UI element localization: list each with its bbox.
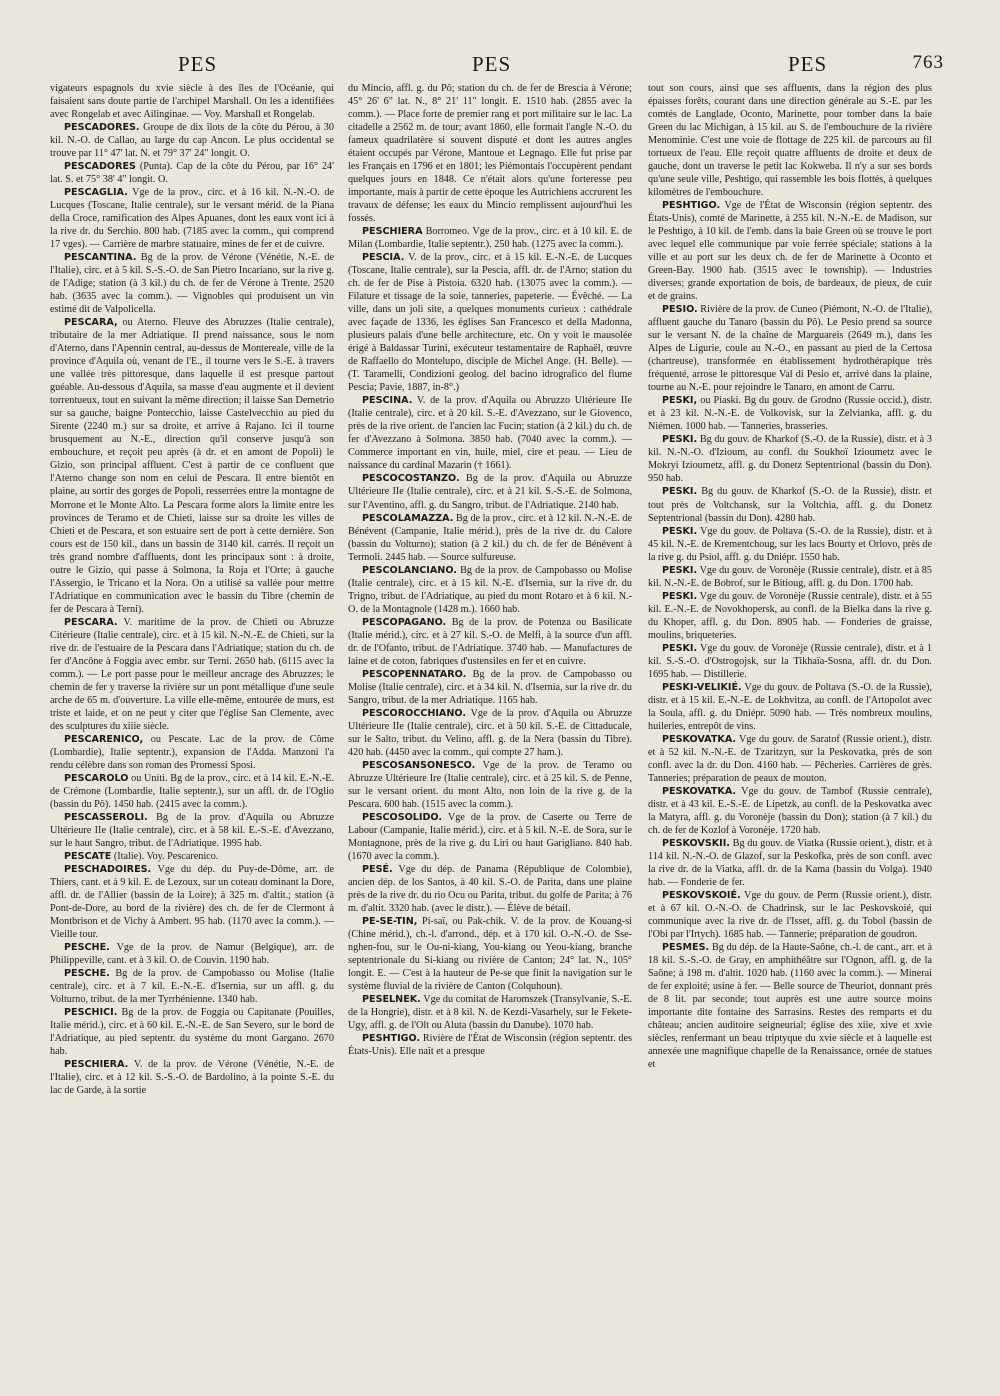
entry-text: du Mincio, affl. g. du Pô; station du ch. de fer de Brescia à Vérone; 45° 26' 6" lat. N., 8° 21' 11" longit. E. 1510 hab. (2855 avec la comm.). — Place forte de premier rang et port militaire sur le lac. La citadelle a 2562 m. de tour; avant 1860, elle formait l'angle N.-O. du fameux quadrilatère si souvent disputé et dont les autres angles étaient occupés par Vérone, Mantoue et Legnago. Elle fut prise par les Français en 1796 et en 1801; les Piémontais l'occupèrent pendant quelques jours en 1848. Ce n'était alors qu'une forteresse peu importante, mais à partir de cette époque les Autrichiens accrurent les travaux de défense; les eaux du Mincio remplissent aujourd'hui les fossés. bbox=[348, 83, 632, 225]
entry-text: vigateurs espagnols du xvie siècle à des îles de l'Océanie, qui faisaient sans doute partie de l'archipel Marshall. On les a identifiées avec Rongelab et avec Ailinginae. — Voy. Marshall et Rongelab. bbox=[50, 83, 334, 121]
dictionary-entry bbox=[348, 82, 632, 225]
entry-headword: PESCHADOIRES. bbox=[64, 863, 152, 875]
entry-text: Vge de la prov., circ. et à 16 kil. N.-N.-O. de Lucques (Toscane, Italie centrale), sur le versant mérid. de la Piana della Croce, ramification des Alpes Apuanes, dont les eaux vont ici à la rive dr. du Serchio. 800 hab. (7185 avec la comm., qui comprend 17 vges). — Carrière de marbre statuaire, mines de fer et de cuivre. bbox=[50, 187, 334, 251]
dictionary-entry bbox=[50, 863, 334, 941]
entry-headword: PESÉ. bbox=[362, 863, 393, 875]
dictionary-entry bbox=[648, 837, 932, 889]
dictionary-entry bbox=[648, 485, 932, 524]
entry-text: Vge du comitat de Haromszek (Transylvanie, S.-E. de la Hongrie), distr. et à 8 kil. N. de Kezdi-Vasarhely, sur le Fekete-Ugy, affl. g. de l'Olt ou Aluta (bassin du Danube). 1070 hab. bbox=[348, 994, 632, 1032]
entry-text: tout son cours, ainsi que ses affluents, dans la région des plus épaisses forêts, courant dans une direction générale au S.-E. par les comtés de Langlade, Oconto, Marinette, pour tomber dans la baie Green du lac Michigan, à 15 kil. au S. de l'embouchure de la rivière Menominie. C'est une voie de flottage de 225 kil. de parcours au fil tortueux de l'eau. Elle reçoit quatre affluents de droite et deux de gauche, dont un traverse le petit lac Kokweba. Il n'y a sur ses bords qu'une seule ville, Peshtigo, qui rassemble les bois flottés, à quelques kilomètres de l'embouchure. bbox=[648, 83, 932, 199]
entry-text: (Punta). Cap de la côte du Pérou, par 16° 24' lat. S. et 75° 38' 4" longit. O. bbox=[50, 161, 334, 186]
entry-headword: PESCARA, bbox=[64, 317, 118, 329]
dictionary-entry bbox=[50, 251, 334, 316]
entry-text: Bg de la prov. d'Aquila ou Abruzze Ultérieure IIe (Italie centrale), circ. et à 21 kil. S.-S.-E. de Solmona, sur l'Aventino, affl. g. du Sangro, tribut. de l'Adriatique. 2140 hab. bbox=[348, 473, 632, 511]
dictionary-entry bbox=[648, 394, 932, 433]
dictionary-entry bbox=[348, 707, 632, 759]
entry-headword: PESKOVATKA. bbox=[662, 733, 737, 745]
dictionary-entry bbox=[348, 993, 632, 1032]
entry-text: V. de la prov. d'Aquila ou Abruzzo Ultérieure IIe (Italie centrale), circ. et à 20 kil. S.-E. d'Avezzano, sur le Giovenco, près de la rive orient. de l'ancien lac Fucin; station (à 2 kil.) du ch. de fer d'Avezzano à Solmona. 3850 hab. (7040 avec la comm.). — Commerce important en vin, huile, miel, cire et peau. — Lieu de naissance du cardinal Mazarin († 1661). bbox=[348, 395, 632, 472]
entry-text: ou Piaski. Bg du gouv. de Grodno (Russie occid.), distr. et à 23 kil. N.-N.-E. de Volkovisk, sur la Zelvianka, affl. g. du Niémen. 1000 hab. — Tanneries, brasseries. bbox=[648, 395, 932, 433]
dictionary-entry bbox=[648, 889, 932, 941]
entry-text: Bg du gouv. de Kharkof (S.-O. de la Russie), distr. et tout près de Voltchansk, sur la Voltchia, affl. g. du Donetz Septentrional (bassin du Don). 4280 hab. bbox=[648, 486, 932, 524]
dictionary-entry bbox=[648, 82, 932, 199]
entry-headword: PESCATE bbox=[64, 850, 112, 862]
entry-text: Vge du gouv. de Poltava (S.-O. de la Russie), distr. et à 45 kil. N.-E. de Krementchoug, sur les lacs Bourty et Orlovo, près de la rive g. du Psiol, affl. g. du Dniépr. 1550 hab. bbox=[648, 525, 932, 563]
entry-text: Bg de la prov., circ. et à 12 kil. N.-N.-E. de Bénévent (Campanie, Italie mérid.), près de la rive dr. du Calore (bassin du Volturno); station (à 2 kil.) du ch. de fer de Bénévent à Termoli. 2445 hab. — Source sulfureuse. bbox=[348, 512, 632, 563]
dictionary-entry bbox=[348, 759, 632, 811]
dictionary-entry bbox=[648, 941, 932, 1071]
entry-text: Vge du gouv. de Perm (Russie orient.), distr. et à 67 kil. O.-N.-O. de Chadrinsk, sur le lac Peskovskoié, qui communique avec la rive dr. de l'Isset, affl. g. du Tobol (bassin de l'Obi par l'Irtych). 1685 hab. — Tannerie; préparation de goudron. bbox=[648, 889, 932, 941]
entry-headword: PESKI-VELIKIÉ. bbox=[662, 681, 742, 693]
dictionary-entry bbox=[348, 811, 632, 863]
entry-text: Vge du gouv. de Tambof (Russie centrale), distr. et à 43 kil. E.-S.-E. de Lipetzk, au confl. de la Peskovatka avec la Matyra, affl. g. du Voronèje (bassin du Don); station (à 7 kil.) du ch. de fer de Kozlof à Voronèje. 1720 hab. bbox=[648, 785, 932, 836]
entry-text: Bg de la prov. de Campobasso ou Molise (Italie centrale), circ. et à 15 kil. N.-E. d'Isernia, sur la rive dr. du Trigno, tribut. de l'Adriatique, au pied du mont Rotaro et à 6 kil. N.-O. de la Montagnole (1428 m.). 1660 hab. bbox=[348, 564, 632, 615]
dictionary-entry bbox=[50, 316, 334, 615]
entry-text: Vge du gouv. de Voronèje (Russie centrale), distr. et à 55 kil. E.-N.-E. de Novokhopersk, au confl. de la Bielka dans la rive g. du Khoper, affl. g. du Don. 8905 hab. — Fonderies de graisse, moulins, briqueteries. bbox=[648, 590, 932, 641]
entry-headword: PESCHICI. bbox=[64, 1007, 118, 1019]
entry-text: Vge du dép. de Panama (République de Colombie), ancien dép. de los Santos, à 40 kil. S.-O. de Parita, dans une plaine près de la rive dr. du rio Ocu ou Parita, tribut. du golfe de Parita; à 76 m. d'altit. 3320 hab. (avec le distr.). — Élève de bétail. bbox=[348, 863, 632, 914]
text-columns bbox=[50, 82, 946, 1378]
entry-headword: PESKI, bbox=[662, 395, 698, 407]
entry-headword: PESKOVATKA. bbox=[662, 785, 737, 797]
entry-headword: PESCADORES bbox=[64, 161, 136, 173]
entry-headword: PESCOLAMAZZA. bbox=[362, 512, 454, 524]
entry-headword: PESELNEK. bbox=[362, 994, 421, 1006]
dictionary-entry bbox=[348, 863, 632, 915]
entry-headword: PESCOLANCIANO. bbox=[362, 564, 457, 576]
dictionary-entry bbox=[348, 1032, 632, 1058]
entry-headword: PESCHE. bbox=[64, 968, 110, 980]
dictionary-entry bbox=[50, 121, 334, 160]
entry-text: Vge de la prov. de Namur (Belgique), arr. de Philippeville, cant. et à 3 kil. O. de Couvin. 1190 hab. bbox=[50, 942, 334, 967]
entry-text: ou Uniti. Bg de la prov., circ. et à 14 kil. E.-N.-E. de Crémone (Lombardie, Italie septentr.), sur un affl. dr. de l'Oglio (bassin du Pô). 1450 hab. (2415 avec la comm.). bbox=[50, 772, 334, 810]
entry-headword: PE-SE-TIN, bbox=[362, 916, 418, 927]
entry-text: Vge du dép. du Puy-de-Dôme, arr. de Thiers, cant. et à 9 kil. E. de Lezoux, sur un coteau dominant la Dore, affl. dr. de l'Allier (bassin de la Loire); à 325 m. d'altit.; station (à Pont-de-Dore, au bord de la rivière) des ch. de fer de Clermont à Montbrison et de Vichy à Ambert. 95 hab. (1170 avec la comm.). — Vieille tour. bbox=[50, 863, 334, 941]
entry-headword: PESCANTINA. bbox=[64, 252, 137, 264]
dictionary-entry bbox=[648, 590, 932, 642]
entry-headword: PESCOSOLIDO. bbox=[362, 811, 442, 823]
entry-text: Vge de la prov. de Caserte ou Terre de Labour (Campanie, Italie mérid.), circ. et à 5 kil. N.-E. de Sora, sur le Montagnone, près de la rive g. du Liri ou haut Garigliano. 840 hab. (1670 avec la comm.). bbox=[348, 811, 632, 862]
entry-headword: PESCAROLO bbox=[64, 772, 129, 784]
entry-headword: PESKI. bbox=[662, 642, 698, 654]
entry-headword: PESCIA. bbox=[362, 252, 405, 264]
dictionary-entry bbox=[648, 199, 932, 303]
dictionary-entry bbox=[50, 1058, 334, 1097]
column-2 bbox=[348, 82, 632, 1378]
dictionary-entry bbox=[648, 785, 932, 837]
dictionary-entry bbox=[348, 512, 632, 564]
entry-text: Bg du dép. de la Haute-Saône, ch.-l. de cant., arr. et à 18 kil. S.-S.-O. de Gray, en amphithéâtre sur l'Ognon, affl. g. de la Saône; à 198 m. d'altit. 1020 hab. (1160 avec la comm.). — Minerai de fer exploité; usine à fer. — Belle source de Theuriot, donnant près de 8 lit. par seconde; tout auprès est une autre source moins importante dite fontaine des Sarrasins. Restes des remparts et du château; ancien auditoire seigneurial; église des xiie, xive et xvie siècles, renfermant un beau triptyque du xvie siècle et à laquelle est annexée une magnifique chapelle de la Renaissance, ornée de statues et bbox=[648, 942, 932, 1071]
entry-headword: PESKI. bbox=[662, 525, 698, 537]
dictionary-entry bbox=[50, 941, 334, 967]
entry-headword: PESCASSEROLI. bbox=[64, 811, 148, 823]
entry-text: Vge du gouv. de Saratof (Russie orient.), distr. et à 52 kil. N.-N.-E. de Tzaritzyn, sur la Peskovatka, près de son confl. avec la dr. du Don. 4160 hab. — Pêcheries. Carrières de grès. Tanneries; préparation de peaux de mouton. bbox=[648, 733, 932, 784]
dictionary-entry bbox=[348, 394, 632, 472]
dictionary-entry bbox=[648, 642, 932, 681]
entry-headword: PESCOROCCHIANO. bbox=[362, 707, 466, 719]
entry-text: Bg du gouv. de Kharkof (S.-O. de la Russie), distr. et à 3 kil. N.-N.-O. d'Izioum, au confl. du Soukhoï Izioumetz avec le Mokryi Izioumetz, affl. g. du Donetz Septentrional (bassin du Don). 950 hab. bbox=[648, 434, 932, 485]
entry-headword: PESCOSANSONESCO. bbox=[362, 759, 476, 771]
entry-headword: PESHTIGO. bbox=[362, 1033, 421, 1045]
column-3 bbox=[648, 82, 932, 1378]
entry-headword: PESKI. bbox=[662, 486, 698, 498]
entry-headword: PESCADORES. bbox=[64, 122, 140, 134]
entry-text: Rivière de la prov. de Cuneo (Piémont, N.-O. de l'Italie), affluent gauche du Tanaro (bassin du Pô). Le Pesio prend sa source sur le versant N. de la chaîne de Marguareis (2649 m.), dans les Alpes de Ligurie, coule au N.-O., en passant au pied de la Certosa (chartreuse), transformée en établissement hydrothérapique très fréquenté, arrose le pittoresque Val di Pesio et, arrivé dans la plaine, tourne au N.-E. pour rejoindre le Tanaro, en amont de Carru. bbox=[648, 304, 932, 394]
entry-text: V. de la prov. de Vérone (Vénétie, N.-E. de l'Italie), circ. et à 12 kil. S.-S.-O. de Bardolino, à la pointe S.-E. du lac de Garde, à la sortie bbox=[50, 1059, 334, 1097]
entry-headword: PESCAGLIA. bbox=[64, 187, 128, 199]
dictionary-entry bbox=[348, 564, 632, 616]
entry-headword: PESKI. bbox=[662, 434, 698, 446]
dictionary-entry bbox=[648, 433, 932, 485]
entry-text: Vge de l'État de Wisconsin (région septentr. des États-Unis), comté de Marinette, à 255 kil. N.-N.-E. de Madison, sur le Peshtigo, à 10 kil. de l'emb. dans la baie Green où se trouve le port avec lequel elle communique par voie ferrée spéciale; stations à la ville et au port sur les deux ch. de fer de Marinette à Oconto et Green-Bay. 1900 hab. (3515 avec le township). — Industries diverses; grande exportation de bois, de bardeaux, de pieux, de cuir et de grains. bbox=[648, 200, 932, 303]
dictionary-entry bbox=[348, 472, 632, 511]
dictionary-entry bbox=[50, 811, 334, 850]
entry-text: Bg de la prov. de Campobasso ou Molise (Italie centrale), circ. et à 7 kil. E.-N.-E. d'Isernia, sur un affl. g. du Volturno, tribut. de la mer Tyrrhénienne. 1340 hab. bbox=[50, 968, 334, 1006]
page-number: 763 bbox=[912, 52, 944, 73]
entry-headword: PESCHIERA. bbox=[64, 1059, 129, 1071]
dictionary-entry bbox=[348, 251, 632, 394]
entry-text: Borromeo. Vge de la prov., circ. et à 10 kil. E. de Milan (Lombardie, Italie septentr.). 250 hab. (1275 avec la comm.). bbox=[348, 226, 632, 251]
dictionary-entry bbox=[50, 1006, 334, 1058]
entry-text: Vge de la prov. d'Aquila ou Abruzze Ultérieure IIe (Italie centrale), circ. et à 50 kil. S.-E. de Cittaducale, sur le Salto, tribut. du Velino, affl. g. de la Nera (bassin du Tibre). 420 hab. (4450 avec la comm., qui compte 27 ham.). bbox=[348, 707, 632, 758]
entry-headword: PESCARA. bbox=[64, 616, 118, 628]
dictionary-entry bbox=[348, 616, 632, 668]
dictionary-entry bbox=[648, 525, 932, 564]
entry-text: Pi-saï, ou Pak-chik. V. de la prov. de Kouang-si (Chine mérid.), ch.-l. d'arrond., dép. et à 170 kil. O.-N.-O. de Sse-nghen-fou, sur le Ou-ni-kiang, You-kiang ou Yeou-kiang, branche septentrionale du Si-kiang ou rivière de Canton; 24° lat. N., 105° longit. E. — C'est à la hauteur de Pe-se que finit la navigation sur le système fluvial de la rivière de Canton (Colquhoun). bbox=[348, 916, 632, 993]
entry-headword: PESKOVSKOIÉ. bbox=[662, 889, 741, 901]
dictionary-entry bbox=[50, 186, 334, 251]
entry-text: Bg de la prov. de Campobasso ou Molise (Italie centrale), circ. et à 34 kil. N. d'Isernia, sur la rive dr. du Sangro, tribut. de la mer Adriatique. 1165 hab. bbox=[348, 668, 632, 706]
entry-text: Bg de la prov. de Vérone (Vénétie, N.-E. de l'Italie), circ. et à 5 kil. S.-S.-O. de San Pietro Incariano, sur la rive g. de l'Adige; station (à 3 kil.) du ch. de fer de Vérone à Trente. 2520 hab. (3635 avec la comm.). — Vignobles qui produisent un vin estimé dit de Valpolicella. bbox=[50, 252, 334, 316]
column-1 bbox=[50, 82, 334, 1378]
entry-text: Vge du gouv. de Voronèje (Russie centrale), distr. et à 1 kil. S.-S.-O. d'Ostrogojsk, sur la Tikhaïa-Sosna, affl. dr. du Don. 1695 hab. — Distillerie. bbox=[648, 642, 932, 680]
dictionary-entry bbox=[348, 668, 632, 707]
dictionary-entry bbox=[648, 733, 932, 785]
entry-text: Vge de la prov. de Teramo ou Abruzze Ultérieure Ire (Italie centrale), circ. et à 25 kil. S. de Penne, sur le versant orient. du mont Alto, non loin de la rive g. de la Pescara. 600 hab. (1515 avec la comm.). bbox=[348, 759, 632, 810]
dictionary-entry bbox=[648, 303, 932, 394]
entry-text: Groupe de dix îlots de la côte du Pérou, à 30 kil. N.-O. de Callao, au large du cap Ancon. Le plus occidental se trouve par 11° 47' lat. N. et 79° 37' 24" longit. O. bbox=[50, 122, 334, 160]
dictionary-entry bbox=[348, 225, 632, 251]
header-right-keyword: PES bbox=[788, 52, 828, 76]
dictionary-entry bbox=[648, 681, 932, 733]
entry-headword: PESKI. bbox=[662, 590, 698, 602]
entry-headword: PESCOPENNATARO. bbox=[362, 668, 467, 680]
entry-headword: PESCHIERA bbox=[362, 226, 423, 238]
entry-text: Bg de la prov. de Foggia ou Capitanate (Pouilles, Italie mérid.), circ. et à 60 kil. E.-N.-E. de San Severo, sur le bord de l'Adriatique, au pied septentr. du système du mont Gargano. 2670 hab. bbox=[50, 1007, 334, 1058]
entry-text: Rivière de l'État de Wisconsin (région septentr. des États-Unis). Elle naît et a presque bbox=[348, 1033, 632, 1058]
dictionary-entry bbox=[50, 772, 334, 811]
entry-headword: PESCOCOSTANZO. bbox=[362, 473, 460, 485]
entry-headword: PESCOPAGANO. bbox=[362, 616, 447, 628]
entry-text: ou Aterno. Fleuve des Abruzzes (Italie centrale), tributaire de la mer Adriatique. Il prend naissance, sous le nom d'Aterno, dans l'Apennin central, au-dessus de Montereale, ville de la province d'Aquila où, venant de l'E., il tourne vers le S.-E. à travers une vallée très pittoresque, dans laquelle il est presque partout guéable. Au-dessous d'Aquila, sa masse d'eau augmente et il devient torrentueux, tout en suivant la même direction; il laisse San Demetrio sur sa gauche, baigne Pontecchio, laisse Castelvecchio au pied du Sirente (2240 m.) sur sa droite, et arrive à Rajano. Ici il tourne brusquement au N.-E., direction qu'il conserve jusqu'à son embouchure, et reçoit peu après (à dr. et en amont de Popoli) le Gizio, son principal affluent. C'est à partir de ce confluent que l'Aterno change son nom en celui de Pescara. Il entre bientôt en plaine, au sortir des gorges de Popoli, resserrées entre la montagne de Morrone et le Monte Alto. La Pescara forme alors la limite entre les provinces de Teramo et de Chieti, laisse sur sa droite les villes de Chieti et de Pescara, et son estuaire sert de port à cette dernière. Son cours est de 150 kil., dans un bassin de 3140 kil. carrés. Il reçoit un très grand nombre d'affluents, dont les principaux sont : à droite, outre le Gizio, qui passe à Solmona, la Roja et l'Orte; à gauche l'Assergio, le Tricano et la Nora. On a utilisé sa vallée pour mettre l'Adriatique en communication avec le bassin du Tibre (chemin de fer de Pescara à Terni). bbox=[50, 317, 334, 615]
entry-headword: PESHTIGO. bbox=[662, 200, 721, 212]
running-header bbox=[56, 52, 944, 82]
entry-headword: PESIO. bbox=[662, 304, 698, 316]
entry-headword: PESKOVSKII. bbox=[662, 837, 730, 849]
dictionary-entry bbox=[50, 616, 334, 733]
entry-text: ou Pescate. Lac de la prov. de Côme (Lombardie), Italie septentr.), expansion de l'Adda. Manzoni l'a rendu célèbre dans son roman des Promessi Sposi. bbox=[50, 733, 334, 771]
entry-text: Bg de la prov. d'Aquila ou Abruzze Ultérieure IIe (Italie centrale), circ. et à 58 kil. E.-S.-E. d'Avezzano, sur le haut Sangro, tribut. de l'Adriatique. 1995 hab. bbox=[50, 811, 334, 849]
dictionary-entry bbox=[348, 915, 632, 993]
entry-text: Bg du gouv. de Viatka (Russie orient.), distr. et à 114 kil. N.-N.-O. de Glazof, sur la Peskofka, près de son confl. avec la rive dr. de la Viatka, affl. dr. de la Kama (bassin du Volga). 1940 hab. — Fonderie de fer. bbox=[648, 837, 932, 888]
entry-headword: PESKI. bbox=[662, 564, 698, 576]
entry-headword: PESCHE. bbox=[64, 942, 110, 954]
entry-text: V. de la prov., circ. et à 15 kil. E.-N.-E. de Lucques (Toscane, Italie centrale), sur la Pescia, affl. dr. de l'Arno; station du ch. de fer de Pise à Pistoia. 6320 hab. (13075 avec la comm.). — Filature et tissage de la soie, tanneries, papeterie. — Évêché. — La ville, dans un joli site, a quelques monuments curieux : cathédrale avec façade de 1336, les églises San Francesco et della Madonna, plusieurs palais d'une belle architecture, etc. On y voit le mausolée érigé à Baldassar Turini, exécuteur testamentaire de Raphaël, œuvre de Raffaello do Montelupo, disciple de Michel Ange. (H. Belle). — (T. Taramelli, Condizioni geolog. del bacino idrografico del fiume Pescia; Pavie, 1887, in-8°.) bbox=[348, 252, 632, 394]
header-left-keyword: PES bbox=[178, 52, 218, 76]
entry-headword: PESMES. bbox=[662, 942, 710, 954]
dictionary-entry bbox=[50, 850, 334, 863]
dictionary-entry bbox=[648, 564, 932, 590]
dictionary-entry bbox=[50, 160, 334, 186]
entry-text: V. maritime de la prov. de Chieti ou Abruzze Citérieure (Italie centrale), circ. et à 15 kil. N.-N.-E. de Chieti, sur la rive dr. de l'estuaire de la Pescara dans l'Adriatique; station du ch. de fer d'Ancône à Foggia avec embr. sur Terni. 2650 hab. (6115 avec la comm.). — Le port passe pour le meilleur ancrage des Abruzzes; le chemin de fer y traverse la rivière sur un pont métallique d'une seule arche de 65 m. d'ouverture. La ville elle-même, entourée de murs, est triste et laide, et on ne peut y citer que l'église San Clemente, avec des sculptures du xiiie siècle. bbox=[50, 616, 334, 732]
entry-text: Vge du gouv. de Voronèje (Russie centrale), distr. et à 85 kil. N.-N.-E. de Bobrof, sur le Bitioug, affl. g. du Don. 1700 hab. bbox=[648, 564, 932, 589]
header-center-keyword: PES bbox=[472, 52, 512, 76]
entry-text: Vge du gouv. de Poltava (S.-O. de la Russie), distr. et à 15 kil. E.-N.-E. de Lokhvitza, au confl. de l'Artopolot avec la Soula, affl. g. du Dniépr. 5090 hab. — Très nombreux moulins, huileries, entrepôt de vins. bbox=[648, 681, 932, 732]
entry-text: (Italie). Voy. Pescarenico. bbox=[111, 850, 219, 862]
entry-headword: PESCARENICO, bbox=[64, 733, 144, 745]
entry-text: Bg de la prov. de Potenza ou Basilicate (Italie mérid.), circ. et à 27 kil. S.-O. de Melfi, à la source d'un affl. dr. de l'Ofanto, tribut. de l'Adriatique. 3740 hab. — Manufactures de laine et de coton, fabriques d'ustensiles en fer et en cuivre. bbox=[348, 616, 632, 667]
dictionary-entry bbox=[50, 967, 334, 1006]
dictionary-entry bbox=[50, 82, 334, 121]
entry-headword: PESCINA. bbox=[362, 395, 413, 407]
dictionary-entry bbox=[50, 733, 334, 772]
